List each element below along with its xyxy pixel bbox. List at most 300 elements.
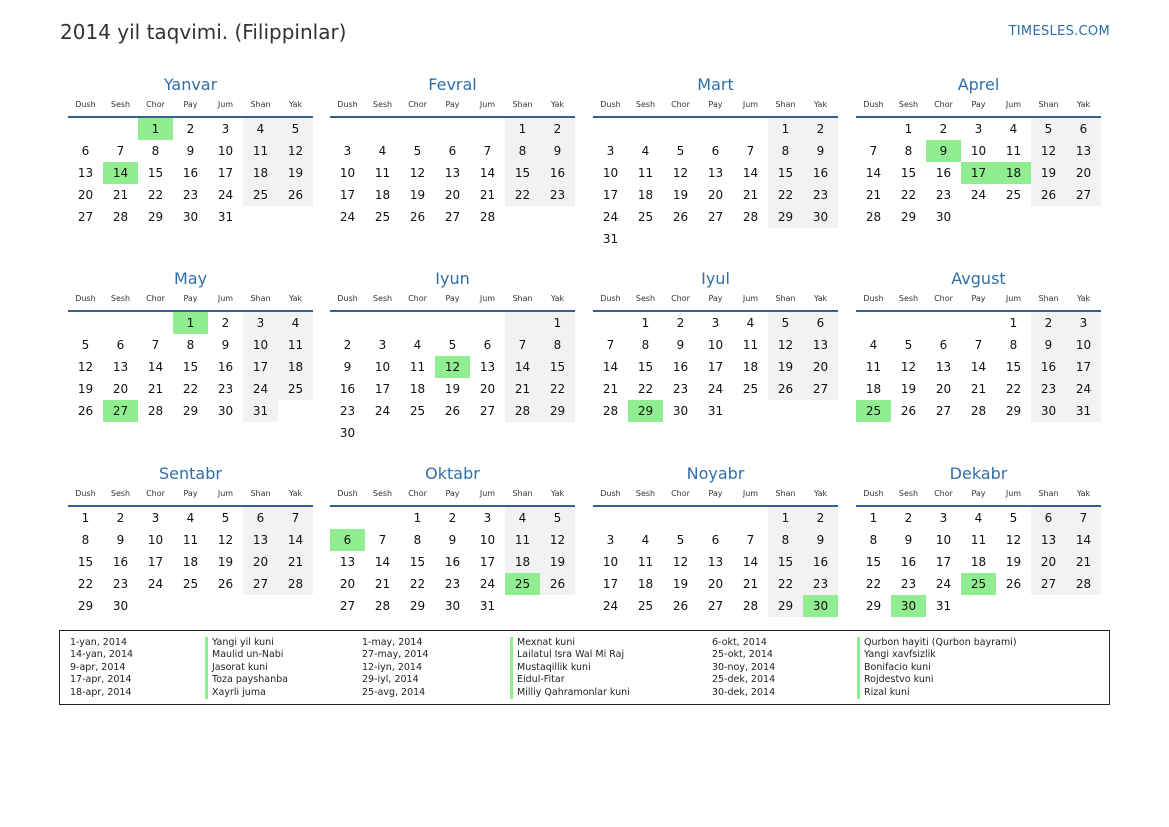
day-cell: 23 — [217, 382, 234, 396]
weekday-label: Shan — [775, 100, 796, 109]
day-cell: 6 — [483, 338, 492, 352]
day-cell: 23 — [672, 382, 689, 396]
legend-date: 9-apr, 2014 — [70, 661, 126, 673]
day-cell: 31 — [602, 232, 619, 246]
day-cell: 26 — [444, 404, 461, 418]
week-row — [593, 118, 838, 140]
month-title: Avgust — [951, 269, 1006, 288]
weekday-label: Yak — [813, 294, 828, 303]
week-row — [593, 378, 838, 400]
day-cell: 19 — [77, 382, 94, 396]
day-cell: 12 — [672, 555, 689, 569]
empty-day-cell — [961, 206, 996, 228]
day-cell: 21 — [147, 382, 164, 396]
day-cell: 27 — [243, 573, 278, 595]
day-cell: 17 — [243, 356, 278, 378]
week-row — [330, 378, 575, 400]
day-cell: 17 — [339, 188, 356, 202]
holiday-day-cell: 18 — [996, 162, 1031, 184]
weekday-label: Yak — [1076, 294, 1091, 303]
day-cell: 20 — [1031, 551, 1066, 573]
day-cell: 12 — [768, 334, 803, 356]
day-cell: 23 — [803, 184, 838, 206]
day-cell: 29 — [865, 599, 882, 613]
week-row — [593, 507, 838, 529]
empty-day-cell — [593, 118, 628, 140]
empty-day-cell — [540, 595, 575, 617]
legend-holiday-name: Yangi xavfsizlik — [857, 649, 1017, 661]
month-title: Yanvar — [163, 75, 218, 94]
day-cell: 24 — [602, 599, 619, 613]
week-row — [856, 551, 1101, 573]
day-cell: 17 — [374, 382, 391, 396]
weekday-label: Jum — [1005, 294, 1022, 303]
day-cell: 30 — [672, 404, 689, 418]
day-cell: 21 — [1066, 551, 1101, 573]
day-cell: 5 — [448, 338, 457, 352]
day-cell: 3 — [221, 122, 230, 136]
empty-day-cell — [996, 206, 1031, 228]
empty-day-cell — [663, 118, 698, 140]
week-row — [68, 162, 313, 184]
day-cell: 3 — [711, 316, 720, 330]
day-cell: 8 — [413, 533, 422, 547]
legend-names-col-2 — [510, 637, 630, 699]
day-cell: 3 — [939, 511, 948, 525]
month-title: Sentabr — [159, 464, 222, 483]
weekday-label: Chor — [146, 100, 165, 109]
day-cell: 11 — [374, 166, 391, 180]
day-cell: 25 — [374, 210, 391, 224]
day-cell: 30 — [444, 599, 461, 613]
day-cell: 29 — [409, 599, 426, 613]
day-cell: 11 — [243, 140, 278, 162]
day-cell: 3 — [151, 511, 160, 525]
weekday-label: Jum — [742, 100, 759, 109]
weekday-label: Yak — [288, 100, 303, 109]
empty-day-cell — [435, 118, 470, 140]
day-cell: 8 — [186, 338, 195, 352]
day-cell: 14 — [278, 529, 313, 551]
week-row — [68, 595, 313, 617]
weekday-header — [856, 292, 1101, 312]
day-cell: 27 — [77, 210, 94, 224]
day-cell: 11 — [409, 360, 426, 374]
day-cell: 24 — [243, 378, 278, 400]
holiday-day-cell: 1 — [138, 118, 173, 140]
day-cell: 22 — [409, 577, 426, 591]
week-row — [330, 400, 575, 422]
month-block — [856, 463, 1101, 617]
day-cell: 24 — [602, 210, 619, 224]
day-cell: 8 — [505, 140, 540, 162]
day-cell: 27 — [707, 599, 724, 613]
day-cell: 31 — [217, 210, 234, 224]
weekday-label: Pay — [971, 294, 986, 303]
week-row — [593, 356, 838, 378]
day-cell: 23 — [540, 184, 575, 206]
day-cell: 12 — [409, 166, 426, 180]
week-row — [593, 334, 838, 356]
day-cell: 10 — [147, 533, 164, 547]
empty-day-cell — [505, 422, 540, 444]
weekday-label: Sesh — [635, 489, 656, 498]
day-cell: 24 — [707, 382, 724, 396]
legend-dates-col-1 — [70, 637, 133, 699]
month-block — [330, 74, 575, 228]
day-cell: 21 — [865, 188, 882, 202]
week-row — [593, 312, 838, 334]
day-cell: 10 — [970, 144, 987, 158]
empty-day-cell — [1031, 206, 1066, 228]
day-cell: 6 — [116, 338, 125, 352]
week-row — [593, 162, 838, 184]
day-cell: 19 — [672, 188, 689, 202]
day-cell: 1 — [768, 507, 803, 529]
day-cell: 25 — [243, 184, 278, 206]
day-cell: 1 — [81, 511, 90, 525]
empty-day-cell — [365, 507, 400, 529]
day-cell: 11 — [742, 338, 759, 352]
weekday-label: Jum — [479, 100, 496, 109]
day-cell: 20 — [707, 188, 724, 202]
day-cell: 25 — [278, 378, 313, 400]
empty-day-cell — [365, 422, 400, 444]
day-cell: 15 — [409, 555, 426, 569]
day-cell: 28 — [479, 210, 496, 224]
legend-date: 25-avg, 2014 — [362, 686, 426, 698]
day-cell: 11 — [970, 533, 987, 547]
empty-day-cell — [593, 312, 628, 334]
day-cell: 13 — [444, 166, 461, 180]
site-link[interactable]: TIMESLES.COM — [1008, 24, 1110, 39]
week-row — [330, 507, 575, 529]
day-cell: 5 — [676, 144, 685, 158]
empty-day-cell — [733, 118, 768, 140]
day-cell: 11 — [182, 533, 199, 547]
day-cell: 2 — [221, 316, 230, 330]
day-cell: 24 — [970, 188, 987, 202]
weekday-label: Sesh — [898, 294, 919, 303]
month-title: Oktabr — [425, 464, 480, 483]
week-row — [68, 551, 313, 573]
weekday-header — [856, 487, 1101, 507]
holiday-day-cell: 27 — [103, 400, 138, 422]
week-row — [593, 595, 838, 617]
day-cell: 10 — [243, 334, 278, 356]
day-cell: 6 — [448, 144, 457, 158]
week-row — [330, 162, 575, 184]
day-cell: 4 — [243, 118, 278, 140]
legend-date: 14-yan, 2014 — [70, 649, 134, 661]
empty-day-cell — [540, 206, 575, 228]
month-title: Fevral — [428, 75, 477, 94]
day-cell: 15 — [540, 356, 575, 378]
day-cell: 15 — [900, 166, 917, 180]
legend-date: 29-iyl, 2014 — [362, 674, 419, 686]
weekday-label: Chor — [934, 294, 953, 303]
day-cell: 1 — [869, 511, 878, 525]
day-cell: 7 — [505, 334, 540, 356]
empty-day-cell — [628, 118, 663, 140]
day-cell: 14 — [602, 360, 619, 374]
weekday-label: Chor — [408, 489, 427, 498]
legend-names-col-1 — [205, 637, 288, 699]
day-cell: 25 — [409, 404, 426, 418]
day-cell: 17 — [602, 188, 619, 202]
weekday-label: Jum — [742, 489, 759, 498]
day-cell: 5 — [221, 511, 230, 525]
day-cell: 8 — [641, 338, 650, 352]
weekday-label: Shan — [512, 489, 533, 498]
day-cell: 16 — [217, 360, 234, 374]
weekday-label: Shan — [1038, 489, 1059, 498]
weekday-label: Dush — [337, 294, 358, 303]
day-cell: 25 — [1005, 188, 1022, 202]
legend-holiday-name: Mustaqillik kuni — [510, 662, 630, 674]
day-cell: 12 — [540, 529, 575, 551]
day-cell: 19 — [540, 551, 575, 573]
day-cell: 13 — [707, 166, 724, 180]
day-cell: 26 — [900, 404, 917, 418]
weekday-label: Shan — [512, 294, 533, 303]
empty-day-cell — [505, 312, 540, 334]
day-cell: 21 — [742, 577, 759, 591]
empty-day-cell — [1066, 206, 1101, 228]
week-row — [330, 551, 575, 573]
month-block — [330, 463, 575, 617]
weekday-label: Shan — [1038, 294, 1059, 303]
day-cell: 15 — [505, 162, 540, 184]
weekday-label: Dush — [75, 294, 96, 303]
day-cell: 2 — [904, 511, 913, 525]
week-row — [330, 595, 575, 617]
day-cell: 20 — [479, 382, 496, 396]
day-cell: 7 — [1066, 507, 1101, 529]
day-cell: 4 — [641, 144, 650, 158]
empty-day-cell — [208, 595, 243, 617]
day-cell: 27 — [479, 404, 496, 418]
day-cell: 11 — [865, 360, 882, 374]
weekday-label: Jum — [1005, 489, 1022, 498]
empty-day-cell — [733, 228, 768, 250]
legend-holiday-name: Yangi yil kuni — [205, 637, 288, 649]
day-cell: 3 — [343, 144, 352, 158]
day-cell: 19 — [1005, 555, 1022, 569]
day-cell: 7 — [974, 338, 983, 352]
week-row — [68, 400, 313, 422]
legend-date: 17-apr, 2014 — [70, 674, 132, 686]
page-title: 2014 yil taqvimi. (Filippinlar) — [60, 20, 347, 44]
month-block — [68, 268, 313, 422]
day-cell: 8 — [540, 334, 575, 356]
day-cell: 28 — [505, 400, 540, 422]
day-cell: 13 — [339, 555, 356, 569]
day-cell: 15 — [768, 551, 803, 573]
legend-date: 12-iyn, 2014 — [362, 661, 423, 673]
day-cell: 18 — [374, 188, 391, 202]
day-cell: 21 — [112, 188, 129, 202]
day-cell: 6 — [711, 533, 720, 547]
day-cell: 6 — [711, 144, 720, 158]
holiday-day-cell: 12 — [435, 356, 470, 378]
empty-day-cell — [663, 507, 698, 529]
day-cell: 26 — [540, 573, 575, 595]
week-row — [593, 529, 838, 551]
legend-date: 25-okt, 2014 — [712, 649, 773, 661]
day-cell: 14 — [479, 166, 496, 180]
day-cell: 28 — [602, 404, 619, 418]
empty-day-cell — [400, 312, 435, 334]
day-cell: 7 — [151, 338, 160, 352]
day-cell: 23 — [935, 188, 952, 202]
day-cell: 22 — [865, 577, 882, 591]
empty-day-cell — [628, 507, 663, 529]
weekday-label: Chor — [671, 294, 690, 303]
week-row — [593, 573, 838, 595]
day-cell: 19 — [278, 162, 313, 184]
day-cell: 22 — [1005, 382, 1022, 396]
day-cell: 13 — [935, 360, 952, 374]
weekday-label: Jum — [217, 489, 234, 498]
week-row — [68, 334, 313, 356]
weekday-header — [593, 292, 838, 312]
holiday-legend — [59, 630, 1110, 705]
day-cell: 15 — [768, 162, 803, 184]
month-title: Noyabr — [686, 464, 745, 483]
day-cell: 17 — [1066, 356, 1101, 378]
holiday-day-cell: 17 — [961, 162, 996, 184]
weekday-label: Dush — [863, 294, 884, 303]
weekday-label: Yak — [550, 100, 565, 109]
empty-day-cell — [470, 118, 505, 140]
week-row — [330, 356, 575, 378]
weekday-label: Sesh — [110, 489, 131, 498]
empty-day-cell — [400, 422, 435, 444]
week-row — [856, 595, 1101, 617]
day-cell: 30 — [112, 599, 129, 613]
day-cell: 4 — [413, 338, 422, 352]
day-cell: 18 — [865, 382, 882, 396]
holiday-day-cell: 30 — [803, 595, 838, 617]
day-cell: 5 — [904, 338, 913, 352]
day-cell: 27 — [935, 404, 952, 418]
day-cell: 1 — [505, 118, 540, 140]
weekday-label: Sesh — [110, 294, 131, 303]
day-cell: 12 — [1005, 533, 1022, 547]
weekday-label: Pay — [708, 294, 723, 303]
weekday-label: Chor — [671, 100, 690, 109]
day-cell: 31 — [935, 599, 952, 613]
day-cell: 23 — [444, 577, 461, 591]
day-cell: 18 — [505, 551, 540, 573]
week-row — [330, 334, 575, 356]
day-cell: 28 — [147, 404, 164, 418]
day-cell: 16 — [803, 551, 838, 573]
holiday-day-cell: 29 — [628, 400, 663, 422]
month-block — [68, 463, 313, 617]
empty-day-cell — [173, 595, 208, 617]
day-cell: 29 — [540, 400, 575, 422]
day-cell: 4 — [641, 533, 650, 547]
day-cell: 11 — [505, 529, 540, 551]
day-cell: 9 — [221, 338, 230, 352]
weekday-label: Pay — [708, 100, 723, 109]
weekday-label: Yak — [550, 294, 565, 303]
day-cell: 29 — [147, 210, 164, 224]
weekday-label: Yak — [813, 100, 828, 109]
day-cell: 18 — [182, 555, 199, 569]
day-cell: 9 — [803, 529, 838, 551]
day-cell: 9 — [1031, 334, 1066, 356]
day-cell: 21 — [602, 382, 619, 396]
empty-day-cell — [330, 312, 365, 334]
weekday-label: Chor — [146, 489, 165, 498]
day-cell: 15 — [1005, 360, 1022, 374]
empty-day-cell — [330, 507, 365, 529]
day-cell: 6 — [1066, 118, 1101, 140]
legend-date: 1-may, 2014 — [362, 637, 423, 648]
day-cell: 7 — [483, 144, 492, 158]
week-row — [68, 118, 313, 140]
day-cell: 23 — [182, 188, 199, 202]
day-cell: 4 — [974, 511, 983, 525]
day-cell: 31 — [479, 599, 496, 613]
weekday-label: Chor — [934, 100, 953, 109]
legend-holiday-name: Lailatul Isra Wal Mi Raj — [510, 649, 630, 661]
legend-dates-col-3 — [712, 637, 775, 699]
weekday-label: Jum — [217, 294, 234, 303]
day-cell: 5 — [768, 312, 803, 334]
legend-date: 6-okt, 2014 — [712, 637, 767, 648]
day-cell: 30 — [339, 426, 356, 440]
day-cell: 4 — [1009, 122, 1018, 136]
weekday-label: Pay — [708, 489, 723, 498]
weekday-label: Chor — [934, 489, 953, 498]
legend-holiday-name: Jasorat kuni — [205, 662, 288, 674]
day-cell: 7 — [116, 144, 125, 158]
day-cell: 18 — [970, 555, 987, 569]
day-cell: 28 — [1066, 573, 1101, 595]
day-cell: 20 — [1066, 162, 1101, 184]
weekday-label: Dush — [863, 100, 884, 109]
day-cell: 28 — [970, 404, 987, 418]
day-cell: 5 — [81, 338, 90, 352]
day-cell: 29 — [182, 404, 199, 418]
holiday-day-cell: 25 — [505, 573, 540, 595]
day-cell: 14 — [742, 166, 759, 180]
weekday-label: Dush — [600, 100, 621, 109]
day-cell: 17 — [602, 577, 619, 591]
day-cell: 1 — [1009, 316, 1018, 330]
week-row — [856, 356, 1101, 378]
week-row — [330, 529, 575, 551]
weekday-label: Jum — [217, 100, 234, 109]
legend-date: 30-dek, 2014 — [712, 686, 776, 698]
day-cell: 19 — [444, 382, 461, 396]
weekday-label: Pay — [971, 100, 986, 109]
weekday-label: Dush — [337, 100, 358, 109]
weekday-label: Dush — [600, 489, 621, 498]
day-cell: 14 — [1066, 529, 1101, 551]
day-cell: 26 — [768, 378, 803, 400]
day-cell: 27 — [339, 599, 356, 613]
day-cell: 20 — [112, 382, 129, 396]
day-cell: 25 — [637, 210, 654, 224]
empty-day-cell — [243, 206, 278, 228]
day-cell: 5 — [278, 118, 313, 140]
day-cell: 24 — [935, 577, 952, 591]
